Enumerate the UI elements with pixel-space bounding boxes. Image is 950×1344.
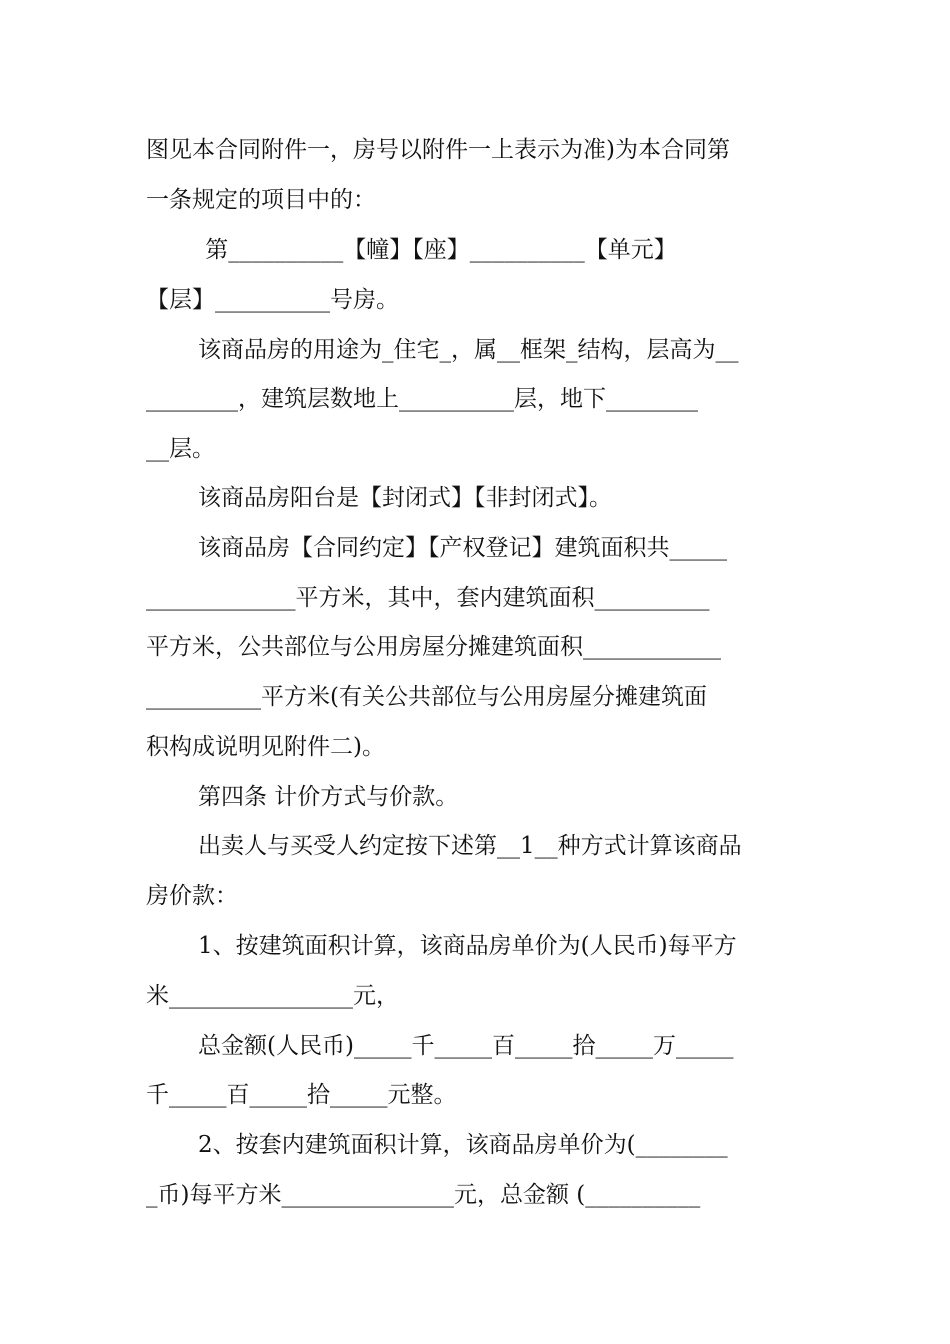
text-line: 该商品房【合同约定】【产权登记】建筑面积共_____ xyxy=(198,535,727,561)
text-line: 千_____百_____拾_____元整。 xyxy=(146,1082,457,1108)
text-line: 总金额(人民币)_____千_____百_____拾_____万_____ xyxy=(198,1033,734,1059)
text-line: 1、按建筑面积计算，该商品房单价为(人民币)每平方 xyxy=(198,933,737,959)
text-line: 房价款： xyxy=(146,883,238,909)
text-line: ________，建筑层数地上__________层，地下________ xyxy=(146,386,698,412)
text-line: _____________平方米，其中，套内建筑面积__________ xyxy=(146,585,710,611)
text-line: 图见本合同附件一，房号以附件一上表示为准)为本合同第 xyxy=(146,137,730,163)
text-line: 积构成说明见附件二)。 xyxy=(146,734,385,760)
text-line: 该商品房阳台是【封闭式】【非封闭式】。 xyxy=(198,485,612,511)
text-line: 2、按套内建筑面积计算，该商品房单价为(________ xyxy=(198,1132,728,1158)
text-line: __________平方米(有关公共部位与公用房屋分摊建筑面 xyxy=(146,684,707,710)
text-line: __层。 xyxy=(146,436,215,462)
text-line: 米________________元， xyxy=(146,983,399,1009)
text-line: 【层】__________号房。 xyxy=(146,287,399,313)
text-line: 第__________【幢】【座】__________【单元】 xyxy=(198,237,677,263)
text-line: 出卖人与买受人约定按下述第__1__种方式计算该商品 xyxy=(198,833,742,859)
text-line: 平方米，公共部位与公用房屋分摊建筑面积____________ xyxy=(146,634,721,660)
text-line: 一条规定的项目中的： xyxy=(146,187,376,213)
text-line: _币)每平方米_______________元，总金额 (__________ xyxy=(146,1182,701,1208)
text-line: 该商品房的用途为_住宅_，属__框架_结构，层高为__ xyxy=(198,337,739,363)
section-heading: 第四条 计价方式与价款。 xyxy=(198,784,459,810)
